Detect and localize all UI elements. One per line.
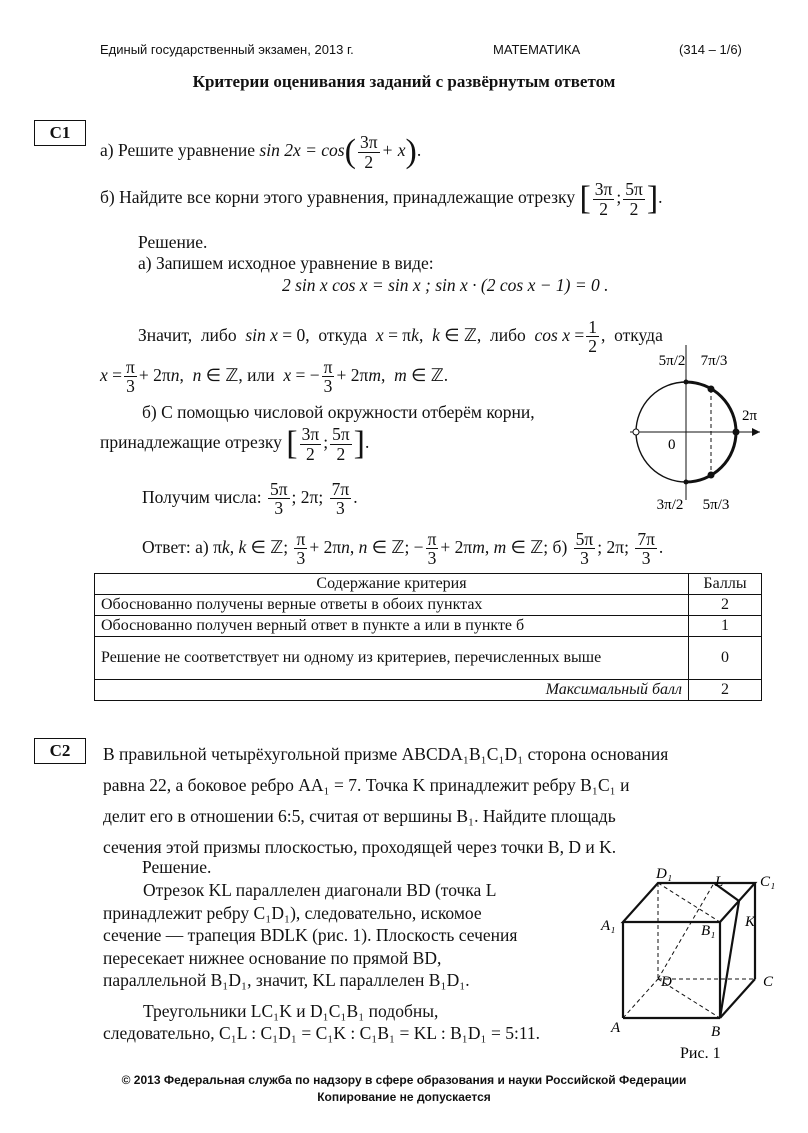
- c2-solution-line: принадлежит ребру C₁D₁), следовательно, искомое: [103, 902, 482, 923]
- label-K: K: [745, 914, 756, 930]
- label-A: A: [611, 1020, 621, 1036]
- criteria-header-score: Баллы: [689, 574, 762, 595]
- c2-solution-line: параллельной B₁D₁, значит, KL параллелен B₁D₁.: [103, 970, 470, 990]
- c2-solution-text: [103, 879, 588, 1045]
- point-3pi-2: [684, 480, 689, 485]
- c2-solution-line: следовательно, C₁L : C₁D₁ = C₁K : C₁B₁ = KL : B₁D₁ = 5:11.: [103, 1023, 541, 1043]
- c2-task-line: делит его в отношении 6:5, считая от вершины B₁. Найдите площадь: [103, 806, 616, 826]
- header-subject: МАТЕМАТИКА: [493, 42, 581, 57]
- c1-step-b-numbers: Получим числа: $\frac{5\pi}{3}$ ; 2π; $\frac{7\pi}{3}$ .: [142, 479, 358, 519]
- unit-circle-figure: [620, 345, 770, 520]
- table-row: [95, 616, 762, 637]
- point-pi: [633, 429, 639, 435]
- point-5pi-3: [708, 472, 715, 479]
- c1-answer: Ответ: а) πk, k ∈ ℤ; $\frac{\pi}{3}$ + 2πn, n ∈ ℤ; − $\frac{\pi}{3}$ + 2πm, m ∈ ℤ; б) $\frac{5\pi}{3}$ ; 2π; $\frac{7\pi}{3}$ .: [142, 529, 664, 569]
- table-row: [95, 595, 762, 616]
- max-score-label: Максимальный балл: [95, 680, 689, 701]
- c1-part-b: б) Найдите все корни этого уравнения, принадлежащие отрезку [ $\frac{3\pi}{2}$ ; $\frac{5\pi}{2}$ ].: [100, 179, 663, 219]
- task-label-c2: С2: [34, 738, 86, 764]
- task-label-c1: С1: [34, 120, 86, 146]
- header-page-code: (314 – 1/6): [679, 42, 742, 57]
- label-7pi-3: 7π/3: [700, 353, 728, 369]
- prism-figure: [598, 862, 788, 1062]
- c1-step-a-means: Значит, либо sin x = 0, откуда x = πk, k ∈ ℤ, либо cos x = $\frac{1}{2}$ , откуда: [138, 317, 663, 357]
- label-D1: D₁: [656, 866, 673, 882]
- label-zero: 0: [668, 437, 676, 453]
- point-5pi-2: [684, 380, 689, 385]
- label-5pi-2: 5π/2: [658, 353, 686, 369]
- c2-task-text: [103, 739, 755, 863]
- footer-copy-notice: Копирование не допускается: [317, 1090, 491, 1104]
- label-B1: B₁: [701, 923, 716, 939]
- label-B: B: [711, 1024, 721, 1040]
- c2-task-line: В правильной четырёхугольной призме ABCDA₁B₁C₁D₁ сторона основания: [103, 744, 669, 764]
- figure-caption: Рис. 1: [680, 1045, 721, 1062]
- header-exam-name: Единый государственный экзамен, 2013 г.: [100, 42, 354, 57]
- c1-part-b-text: б) Найдите все корни этого уравнения, принадлежащие отрезку: [100, 187, 576, 208]
- point-7pi-3: [708, 386, 715, 393]
- score-cell: 2: [689, 595, 762, 616]
- x-axis-arrow: [752, 428, 760, 436]
- label-5pi-3: 5π/3: [702, 497, 730, 513]
- c1-step-a-intro: а) Запишем исходное уравнение в виде:: [138, 253, 434, 273]
- max-score-value: 2: [689, 680, 762, 701]
- c1-step-b-line2: принадлежащие отрезку [ $\frac{3\pi}{2}$ ; $\frac{5\pi}{2}$ ].: [100, 424, 370, 464]
- criteria-header-row: [95, 574, 762, 595]
- point-2pi: [733, 429, 740, 436]
- label-C1: C₁: [760, 874, 776, 890]
- label-A1: A₁: [601, 918, 616, 934]
- c2-solution-line: сечение — трапеция BDLK (рис. 1). Плоскость сечения: [103, 925, 518, 945]
- c2-solution-line: Отрезок KL параллелен диагонали BD (точка L: [143, 880, 497, 900]
- label-3pi-2: 3π/2: [656, 497, 684, 513]
- c1-part-a-text: а) Решите уравнение: [100, 140, 256, 161]
- c2-solution-title: Решение.: [142, 857, 212, 877]
- criteria-cell: Решение не соответствует ни одному из критериев, перечисленных выше: [95, 637, 689, 680]
- c1-step-b-line1: б) С помощью числовой окружности отберём корни,: [142, 402, 535, 422]
- c1-step-a-roots: x = $\frac{\pi}{3}$ + 2πn, n ∈ ℤ, или x = − $\frac{\pi}{3}$ + 2πm, m ∈ ℤ.: [100, 357, 449, 397]
- criteria-header-content: Содержание критерия: [95, 574, 689, 595]
- score-cell: 1: [689, 616, 762, 637]
- criteria-cell: Обоснованно получен верный ответ в пункте а или в пункте б: [95, 616, 689, 637]
- c2-task-line: сечения этой призмы плоскостью, проходящей через точки B, D и K.: [103, 837, 617, 857]
- c2-solution-line: пересекает нижнее основание по прямой BD,: [103, 947, 442, 968]
- c2-task-line: равна 22, а боковое ребро AA₁ = 7. Точка K принадлежит ребру B₁C₁ и: [103, 775, 630, 795]
- footer-copyright: © 2013 Федеральная служба по надзору в сфере образования и науки Российской Федерации: [121, 1073, 687, 1087]
- c1-part-a: а) Решите уравнение sin 2x = cos( $\frac{3\pi}{2}$ + x).: [100, 132, 422, 172]
- c1-solution-title: Решение.: [138, 232, 208, 252]
- diagonal-B1D1: [658, 883, 720, 922]
- criteria-cell: Обоснованно получены верные ответы в обоих пунктах: [95, 595, 689, 616]
- table-row-max: [95, 680, 762, 701]
- label-C: C: [763, 974, 774, 990]
- label-D: D: [661, 974, 672, 990]
- c1-step-a-equation: 2 sin x cos x = sin x ; sin x · (2 cos x − 1) = 0 .: [282, 275, 609, 295]
- label-2pi: 2π: [742, 408, 758, 424]
- score-cell: 0: [689, 637, 762, 680]
- page-title: Критерии оценивания заданий с развёрнутым ответом: [192, 72, 616, 91]
- table-row: [95, 637, 762, 680]
- edge-AD: [623, 979, 658, 1018]
- criteria-table: [94, 573, 762, 701]
- c2-solution-line: Треугольники LC₁K и D₁C₁B₁ подобны,: [143, 1000, 439, 1021]
- label-L: L: [715, 874, 724, 890]
